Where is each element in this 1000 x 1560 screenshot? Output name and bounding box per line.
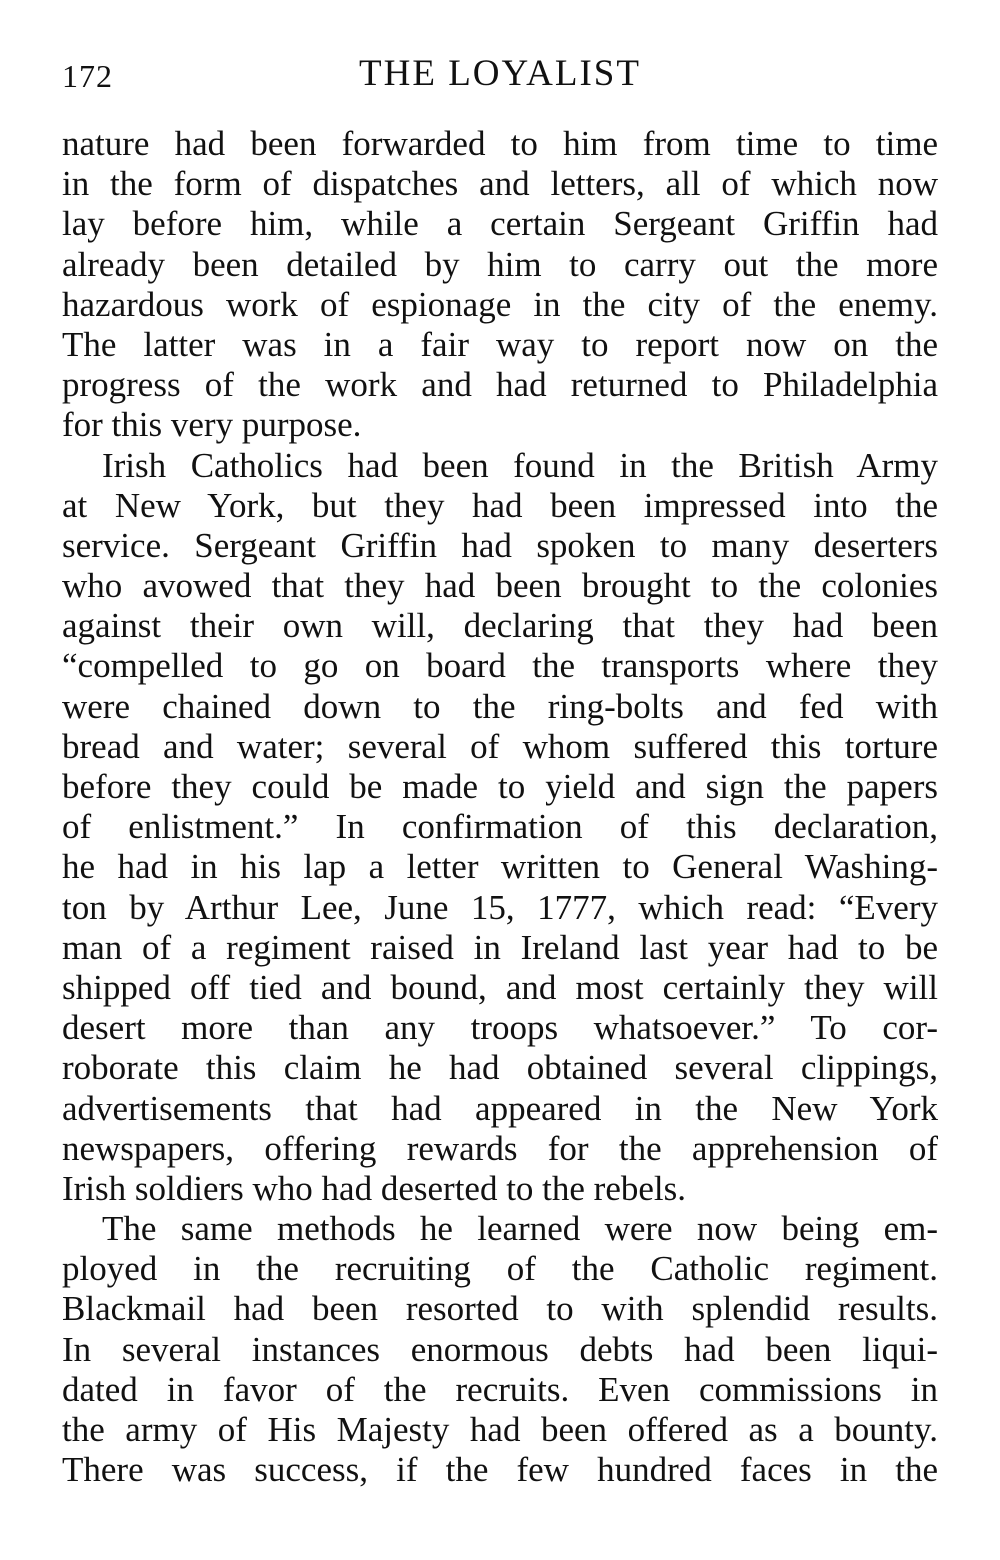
text-line: hazardous work of espionage in the city of the enemy. bbox=[62, 284, 938, 324]
text-line: of enlistment.” In confirmation of this declaration, bbox=[62, 807, 938, 847]
text-line: desert more than any troops whatsoever.” To cor- bbox=[62, 1008, 938, 1048]
text-line: he had in his lap a letter written to General Washing- bbox=[62, 847, 938, 887]
text-line: There was success, if the few hundred faces in the bbox=[62, 1450, 938, 1490]
text-line: roborate this claim he had obtained several clippings, bbox=[62, 1048, 938, 1088]
text-line: lay before him, while a certain Sergeant Griffin had bbox=[62, 204, 938, 244]
text-line: against their own will, declaring that they had been bbox=[62, 606, 938, 646]
text-line: In several instances enormous debts had been liqui- bbox=[62, 1329, 938, 1369]
text-line: before they could be made to yield and sign the papers bbox=[62, 767, 938, 806]
text-line: shipped off tied and bound, and most certainly they will bbox=[62, 967, 938, 1007]
text-line: advertisements that had appeared in the New York bbox=[62, 1088, 938, 1128]
page-header bbox=[62, 52, 938, 100]
text-line: The same methods he learned were now being em- bbox=[102, 1209, 938, 1249]
text-line: who avowed that they had been brought to the colonies bbox=[62, 566, 938, 606]
text-line: were chained down to the ring-bolts and fed with bbox=[62, 686, 938, 726]
text-line: Blackmail had been resorted to with splendid results. bbox=[62, 1289, 938, 1329]
text-line: “compelled to go on board the transports where they bbox=[62, 646, 938, 686]
text-line: ton by Arthur Lee, June 15, 1777, which read: “Every bbox=[62, 887, 938, 927]
body-text bbox=[62, 124, 938, 1490]
text-line: Irish Catholics had been found in the British Army bbox=[102, 445, 938, 485]
text-line: in the form of dispatches and letters, all of which now bbox=[62, 164, 938, 204]
text-line: for this very purpose. bbox=[62, 405, 362, 445]
text-line: service. Sergeant Griffin had spoken to many deserters bbox=[62, 525, 938, 565]
text-line: ployed in the recruiting of the Catholic regiment. bbox=[62, 1249, 938, 1289]
text-line: nature had been forwarded to him from time to time bbox=[62, 124, 938, 163]
text-line: Irish soldiers who had deserted to the rebels. bbox=[62, 1168, 687, 1208]
text-line: at New York, but they had been impressed into the bbox=[62, 485, 938, 525]
text-line: bread and water; several of whom suffered this torture bbox=[62, 726, 938, 766]
text-line: newspapers, offering rewards for the apprehension of bbox=[62, 1128, 938, 1168]
text-line: the army of His Majesty had been offered as a bounty. bbox=[62, 1410, 938, 1449]
text-line: The latter was in a fair way to report now on the bbox=[62, 324, 938, 364]
text-line: man of a regiment raised in Ireland last year had to be bbox=[62, 927, 938, 967]
running-title: THE LOYALIST bbox=[359, 53, 641, 94]
text-line: progress of the work and had returned to Philadelphia bbox=[62, 365, 938, 405]
text-line: already been detailed by him to carry out the more bbox=[62, 244, 938, 284]
text-line: dated in favor of the recruits. Even commissions in bbox=[62, 1369, 938, 1409]
page-number: 172 bbox=[62, 58, 113, 94]
